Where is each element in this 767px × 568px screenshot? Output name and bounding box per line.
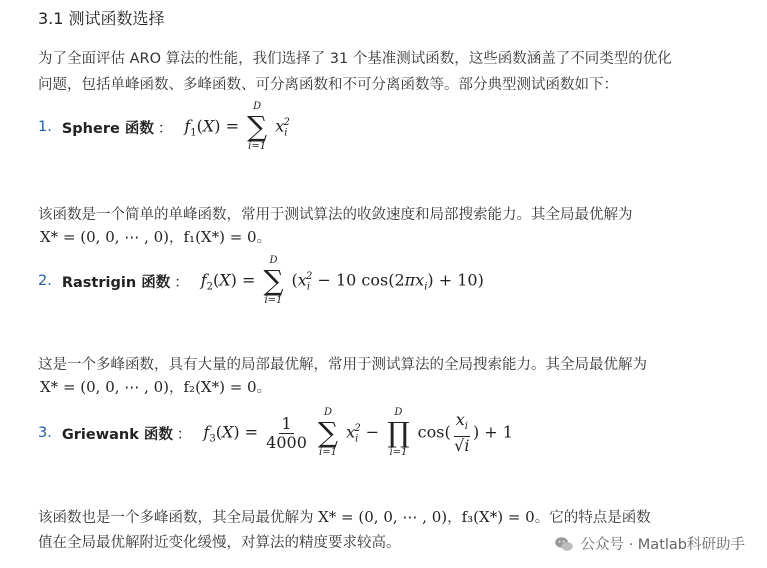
function-colon: ： bbox=[174, 274, 189, 291]
rastrigin-desc-line-1: 这是一个多峰函数，具有大量的局部最优解，常用于测试算法的全局搜索能力。其全局最优解为 bbox=[38, 357, 647, 373]
rastrigin-formula: $f_2(X)$ = D ∑ i=1 ($x_i^2 - 10$ $\cos(2\pi x_i) + 10$) bbox=[200, 255, 484, 306]
function-name: Rastrigin 函数 bbox=[61, 274, 171, 291]
separator: ， bbox=[447, 510, 462, 526]
fraction: $\frac{x_i}{√i}$ bbox=[454, 409, 470, 456]
optimum-value: f₃(X*) = 0 bbox=[461, 508, 535, 526]
item-number: 3. bbox=[38, 425, 52, 441]
separator: ， bbox=[169, 380, 184, 396]
rastrigin-desc-line-2 bbox=[40, 374, 271, 401]
function-colon: ： bbox=[157, 120, 173, 137]
section-title: 3.1 测试函数选择 bbox=[38, 9, 165, 28]
intro-line-2: 问题，包括单峰函数、多峰函数、可分离函数和不可分离函数等。部分典型测试函数如下： bbox=[38, 77, 618, 93]
optimum-point: X* = (0, 0, ⋯ , 0) bbox=[40, 228, 169, 246]
period: 。 bbox=[256, 380, 272, 396]
sphere-desc-line-2 bbox=[40, 224, 271, 251]
griewank-formula: $f_3(X)$ = $\frac{1}{4000}$ D ∑ i=1 $x_i^2$ − D ∏ i=1 cos( $\frac{x_i}{√i}$ ) + 1 bbox=[203, 407, 513, 458]
watermark-text: 公众号 · Matlab科研助手 bbox=[580, 537, 745, 553]
fraction: $\frac{1}{4000}$ bbox=[266, 413, 307, 452]
function-item-griewank bbox=[38, 408, 513, 458]
optimum-point: X* = (0, 0, ⋯ , 0) bbox=[40, 378, 169, 396]
function-item-rastrigin bbox=[38, 256, 484, 306]
period: 。 bbox=[256, 230, 272, 246]
function-colon: ： bbox=[176, 426, 192, 443]
function-name: Sphere 函数 bbox=[61, 120, 154, 137]
desc-text: 。它的特点是函数 bbox=[534, 510, 651, 526]
optimum-value: f₁(X*) = 0 bbox=[183, 228, 257, 246]
function-name: Griewank 函数 bbox=[61, 426, 173, 443]
watermark bbox=[554, 533, 745, 554]
sum-operator: D ∑ i=1 bbox=[263, 255, 284, 306]
item-number: 1. bbox=[38, 119, 52, 135]
optimum-point: X* = (0, 0, ⋯ , 0) bbox=[318, 508, 448, 526]
item-number: 2. bbox=[38, 273, 52, 289]
separator: ， bbox=[169, 230, 184, 246]
sum-operator: D ∑ i=1 bbox=[247, 101, 268, 152]
sphere-formula: $f_1(X)$ = D ∑ i=1 $x_i^2$ bbox=[184, 101, 290, 152]
function-item-sphere bbox=[38, 102, 290, 152]
optimum-value: f₂(X*) = 0 bbox=[183, 378, 257, 396]
intro-line-1: 为了全面评估 ARO 算法的性能，我们选择了 31 个基准测试函数，这些函数涵盖了不同类型的优化 bbox=[38, 51, 672, 67]
product-operator: D ∏ i=1 bbox=[387, 407, 410, 458]
sum-operator: D ∑ i=1 bbox=[317, 407, 338, 458]
desc-text: 该函数也是一个多峰函数，其全局最优解为 bbox=[38, 510, 314, 526]
griewank-desc-line-2: 值在全局最优解附近变化缓慢，对算法的精度要求较高。 bbox=[38, 535, 401, 551]
wechat-icon bbox=[554, 536, 574, 552]
griewank-desc-line-1 bbox=[38, 504, 651, 531]
sphere-desc-line-1: 该函数是一个简单的单峰函数，常用于测试算法的收敛速度和局部搜索能力。其全局最优解为 bbox=[38, 207, 633, 223]
